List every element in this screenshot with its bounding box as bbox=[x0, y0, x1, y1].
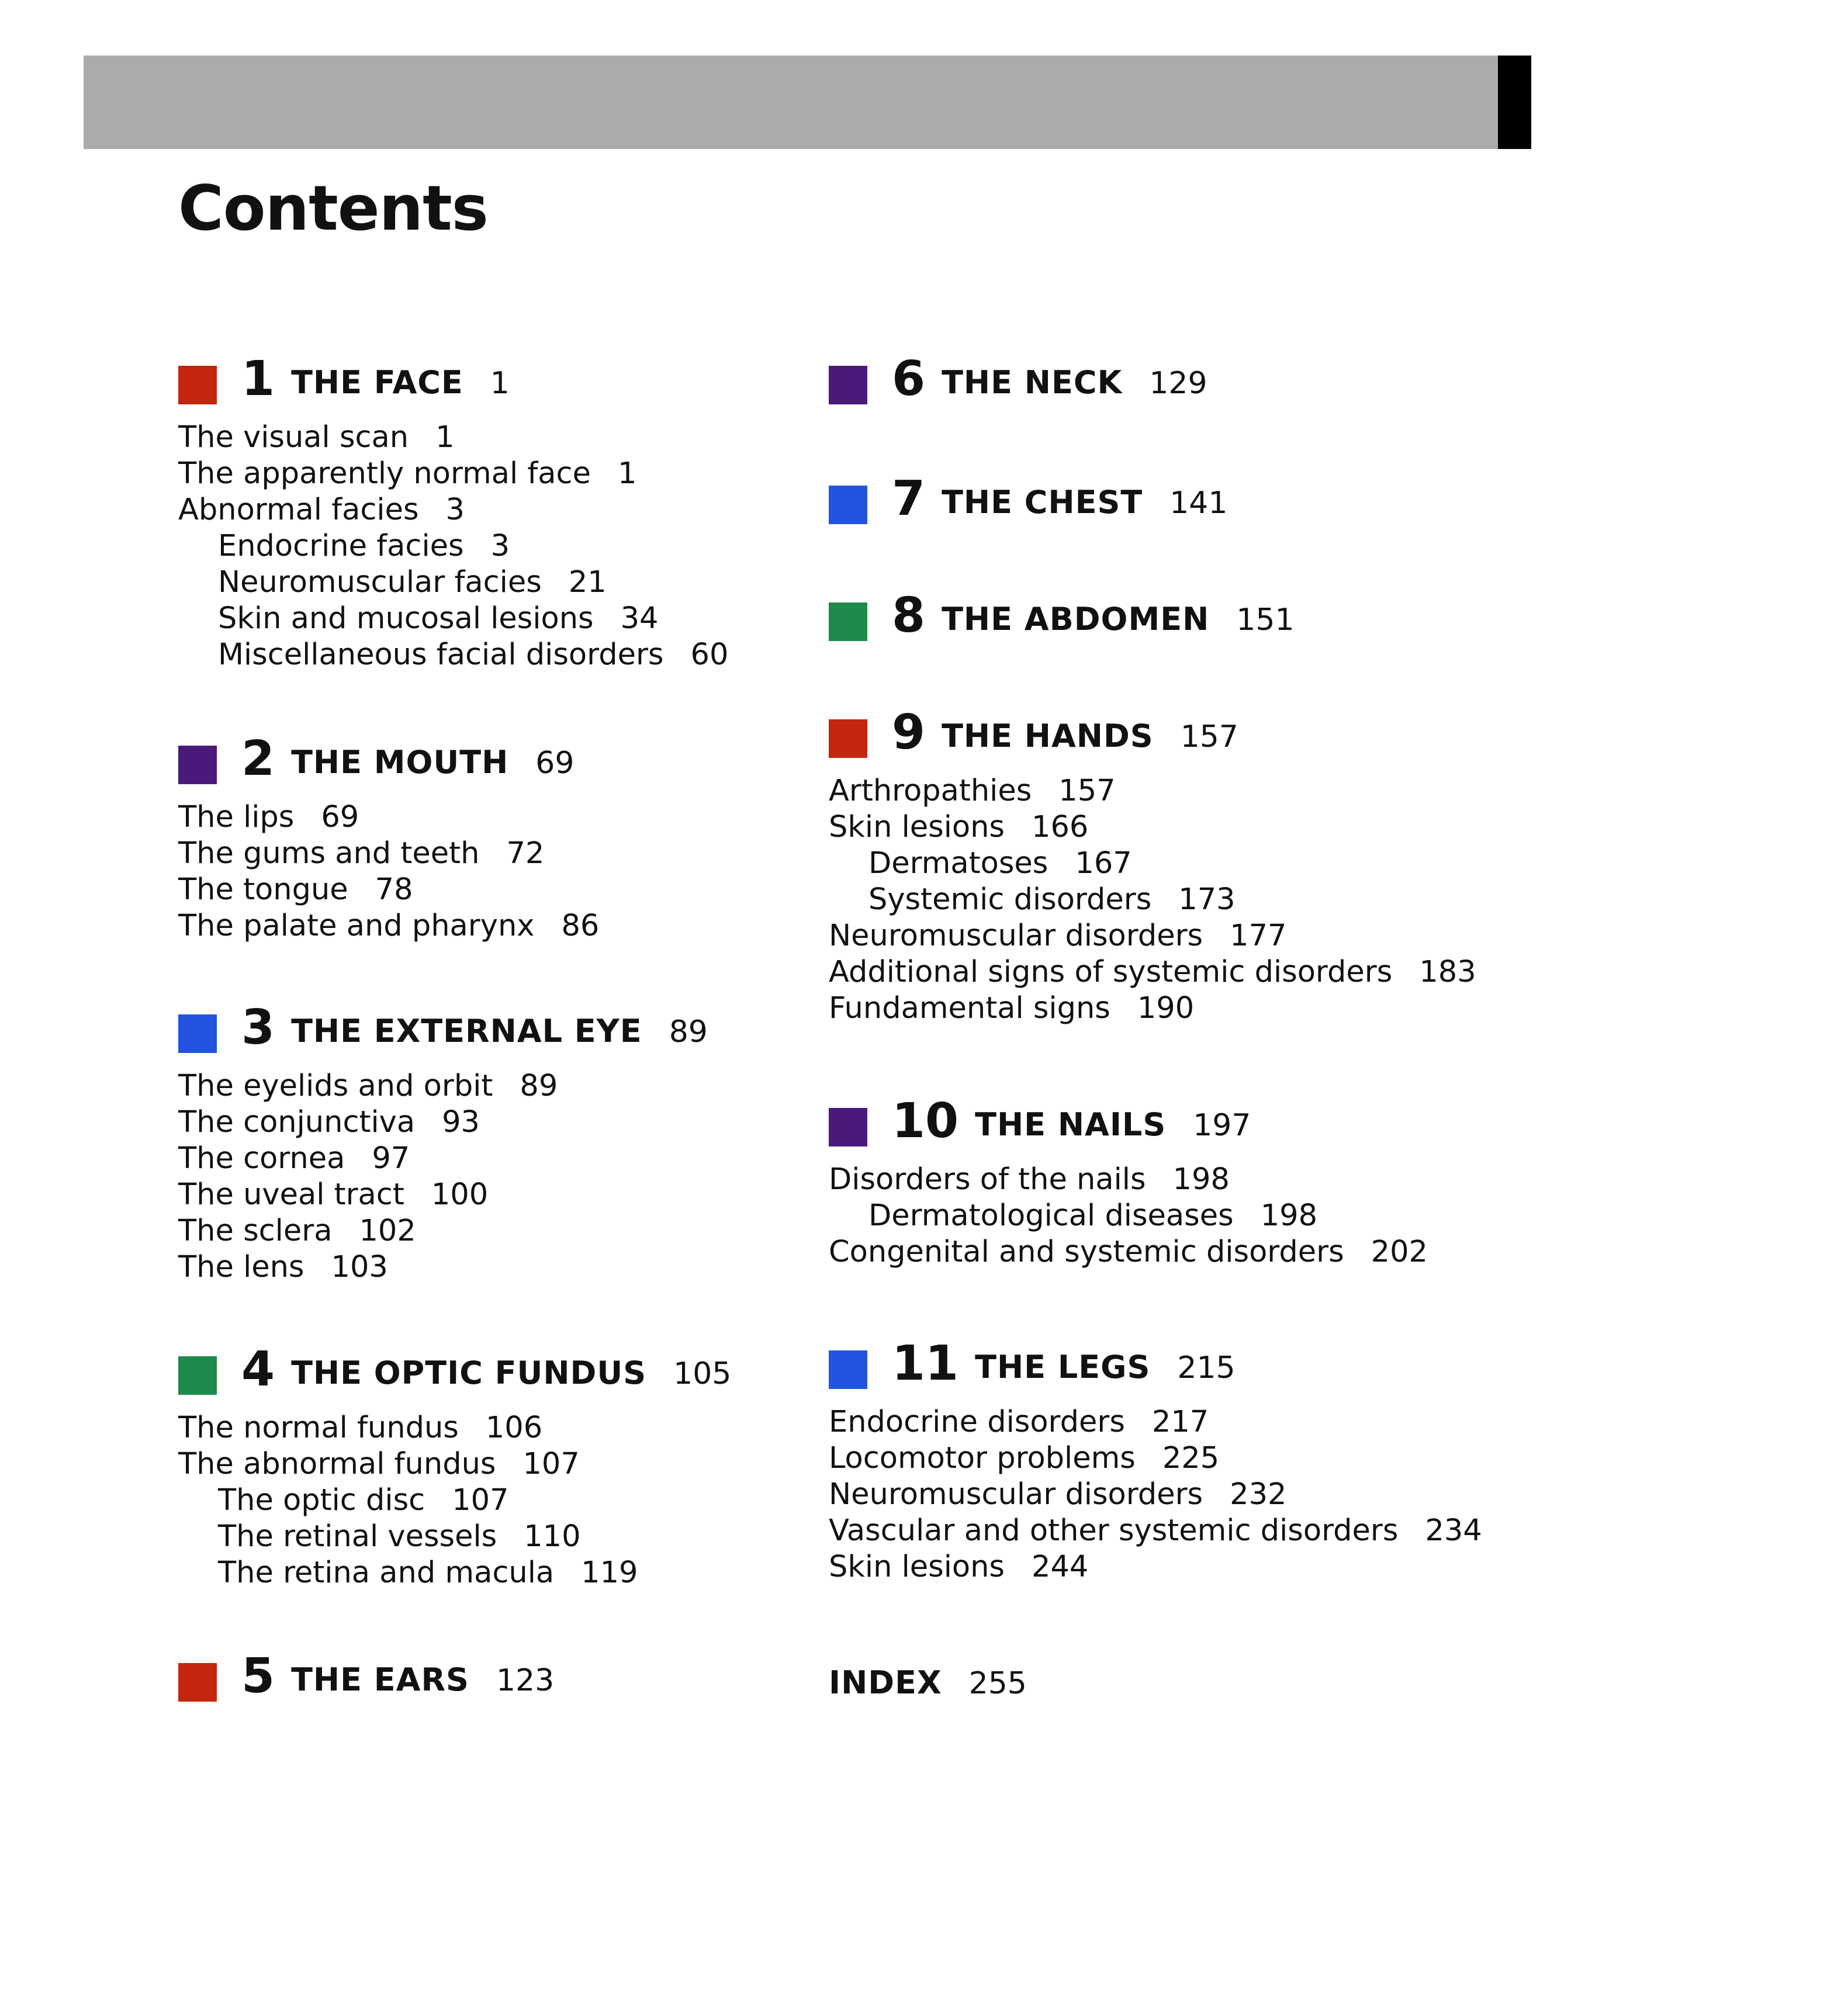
chapter-entries bbox=[829, 773, 1476, 1027]
entry-page-number: 3 bbox=[445, 493, 465, 527]
entry-page-number: 21 bbox=[568, 565, 607, 600]
header-band bbox=[84, 56, 1498, 149]
toc-entry[interactable] bbox=[178, 1482, 638, 1519]
entry-text: The tongue bbox=[178, 872, 348, 907]
toc-entry[interactable] bbox=[178, 492, 728, 528]
entry-page-number: 119 bbox=[581, 1556, 638, 1590]
entry-page-number: 1 bbox=[617, 456, 637, 491]
entry-text: Endocrine disorders bbox=[829, 1405, 1125, 1439]
chapter-number: 10 bbox=[892, 1093, 959, 1149]
toc-entry[interactable] bbox=[178, 456, 728, 492]
entry-text: The lens bbox=[178, 1250, 304, 1284]
index-label: INDEX bbox=[829, 1664, 942, 1701]
chapter-3[interactable] bbox=[178, 1000, 708, 1286]
toc-entry[interactable] bbox=[829, 1198, 1428, 1234]
chapter-page-number: 151 bbox=[1236, 602, 1295, 638]
chapter-title: THE FACE bbox=[291, 364, 463, 401]
toc-entry[interactable] bbox=[178, 601, 728, 637]
entry-text: Vascular and other systemic disorders bbox=[829, 1513, 1399, 1548]
index-page-number: 255 bbox=[968, 1666, 1027, 1701]
toc-entry[interactable] bbox=[178, 528, 728, 564]
entry-text: Fundamental signs bbox=[829, 991, 1110, 1026]
chapter-color-swatch bbox=[178, 746, 217, 784]
toc-entry[interactable] bbox=[178, 1519, 638, 1555]
chapter-color-swatch bbox=[178, 1663, 217, 1702]
toc-entry[interactable] bbox=[829, 990, 1476, 1027]
entry-text: The lips bbox=[178, 800, 295, 834]
toc-entry[interactable] bbox=[829, 1234, 1428, 1270]
chapter-color-swatch bbox=[178, 366, 217, 404]
entry-text: Miscellaneous facial disorders bbox=[218, 638, 664, 672]
entry-page-number: 60 bbox=[690, 638, 729, 672]
toc-entry[interactable] bbox=[178, 420, 728, 456]
entry-text: Skin and mucosal lesions bbox=[218, 601, 594, 636]
entry-text: Dermatological diseases bbox=[868, 1198, 1234, 1233]
entry-page-number: 34 bbox=[620, 601, 659, 636]
entry-text: The visual scan bbox=[178, 420, 409, 455]
chapter-heading bbox=[178, 1342, 732, 1403]
chapter-title: THE OPTIC FUNDUS bbox=[291, 1355, 647, 1391]
chapter-title: THE ABDOMEN bbox=[942, 601, 1210, 638]
entry-page-number: 100 bbox=[431, 1177, 489, 1212]
chapter-title: THE NECK bbox=[942, 364, 1123, 401]
toc-entry[interactable] bbox=[829, 773, 1476, 809]
chapter-page-number: 129 bbox=[1149, 366, 1207, 401]
toc-entry[interactable] bbox=[829, 1549, 1482, 1585]
entry-text: Locomotor problems bbox=[829, 1441, 1136, 1475]
toc-entry[interactable] bbox=[829, 1440, 1482, 1477]
chapter-color-swatch bbox=[178, 1014, 217, 1053]
toc-entry[interactable] bbox=[178, 1410, 638, 1446]
chapter-2[interactable] bbox=[178, 731, 600, 944]
chapter-page-number: 123 bbox=[496, 1663, 555, 1698]
chapter-entries bbox=[178, 420, 728, 673]
chapter-color-swatch bbox=[829, 486, 867, 524]
chapter-color-swatch bbox=[829, 602, 867, 641]
entry-text: The uveal tract bbox=[178, 1177, 404, 1212]
entry-page-number: 3 bbox=[490, 529, 510, 563]
chapter-number: 2 bbox=[241, 731, 275, 787]
entry-text: The retina and macula bbox=[218, 1556, 555, 1590]
entry-page-number: 217 bbox=[1151, 1405, 1209, 1439]
chapter-title: THE EXTERNAL EYE bbox=[291, 1013, 642, 1049]
header-band-tab bbox=[1498, 56, 1531, 149]
chapter-number: 3 bbox=[241, 1000, 275, 1055]
entry-page-number: 86 bbox=[561, 909, 600, 943]
toc-entry[interactable] bbox=[829, 1477, 1482, 1513]
toc-entry[interactable] bbox=[829, 809, 1476, 846]
chapter-entries bbox=[829, 1404, 1482, 1585]
entry-page-number: 89 bbox=[520, 1069, 558, 1103]
toc-entry[interactable] bbox=[178, 1141, 558, 1177]
chapter-heading bbox=[829, 1093, 1428, 1155]
chapter-entries bbox=[829, 1162, 1428, 1270]
index-entry[interactable] bbox=[829, 1664, 1027, 1701]
entry-page-number: 244 bbox=[1032, 1550, 1089, 1584]
entry-page-number: 72 bbox=[506, 836, 545, 871]
entry-page-number: 232 bbox=[1230, 1477, 1287, 1512]
entry-page-number: 166 bbox=[1032, 810, 1089, 844]
entry-text: Endocrine facies bbox=[218, 529, 464, 563]
toc-entry[interactable] bbox=[178, 1555, 638, 1591]
chapter-entries bbox=[178, 799, 599, 944]
chapter-page-number: 69 bbox=[535, 746, 575, 781]
toc-entry[interactable] bbox=[178, 1068, 558, 1104]
chapter-page-number: 89 bbox=[669, 1014, 708, 1049]
toc-entry[interactable] bbox=[178, 1213, 558, 1249]
entry-text: Skin lesions bbox=[829, 810, 1005, 844]
chapter-title: THE CHEST bbox=[942, 484, 1143, 521]
entry-text: Neuromuscular disorders bbox=[829, 919, 1203, 953]
chapter-heading bbox=[829, 1336, 1482, 1397]
chapter-title: THE EARS bbox=[291, 1661, 469, 1698]
entry-text: The palate and pharynx bbox=[178, 909, 535, 943]
entry-text: Disorders of the nails bbox=[829, 1162, 1146, 1197]
chapter-heading bbox=[829, 705, 1476, 766]
entry-page-number: 78 bbox=[375, 872, 413, 907]
entry-page-number: 107 bbox=[452, 1483, 509, 1518]
chapter-number: 4 bbox=[241, 1342, 275, 1397]
chapter-page-number: 1 bbox=[490, 366, 510, 401]
chapter-heading bbox=[178, 1000, 708, 1061]
entry-page-number: 198 bbox=[1172, 1162, 1230, 1197]
chapter-number: 11 bbox=[892, 1336, 959, 1391]
chapter-heading bbox=[178, 731, 599, 792]
chapter-title: THE LEGS bbox=[975, 1349, 1151, 1385]
entry-page-number: 103 bbox=[331, 1250, 388, 1284]
chapter-entries bbox=[178, 1068, 558, 1286]
entry-page-number: 102 bbox=[359, 1214, 416, 1248]
entry-page-number: 106 bbox=[485, 1411, 543, 1445]
entry-text: The optic disc bbox=[218, 1483, 425, 1518]
entry-page-number: 93 bbox=[442, 1105, 480, 1139]
toc-entry[interactable] bbox=[829, 846, 1476, 882]
entry-page-number: 183 bbox=[1419, 955, 1476, 989]
toc-entry[interactable] bbox=[178, 1104, 558, 1141]
chapter-number: 7 bbox=[892, 471, 926, 526]
entry-text: Dermatoses bbox=[868, 846, 1048, 881]
chapter-4[interactable] bbox=[178, 1342, 732, 1591]
entry-text: The normal fundus bbox=[178, 1411, 459, 1445]
toc-entry[interactable] bbox=[178, 637, 728, 673]
entry-text: The abnormal fundus bbox=[178, 1447, 496, 1481]
chapter-color-swatch bbox=[178, 1356, 217, 1395]
entry-text: The retinal vessels bbox=[218, 1519, 497, 1554]
chapter-11[interactable] bbox=[829, 1336, 1482, 1585]
entry-text: Neuromuscular disorders bbox=[829, 1477, 1203, 1512]
page-title: Contents bbox=[178, 172, 488, 244]
entry-text: Systemic disorders bbox=[868, 882, 1152, 917]
entry-text: Congenital and systemic disorders bbox=[829, 1235, 1344, 1269]
entry-text: Additional signs of systemic disorders bbox=[829, 955, 1393, 989]
chapter-page-number: 105 bbox=[673, 1356, 732, 1391]
chapter-title: THE HANDS bbox=[942, 718, 1154, 754]
toc-entry[interactable] bbox=[178, 1249, 558, 1286]
entry-page-number: 173 bbox=[1178, 882, 1236, 917]
chapter-title: THE NAILS bbox=[975, 1106, 1167, 1143]
chapter-1[interactable] bbox=[178, 351, 729, 673]
chapter-page-number: 197 bbox=[1193, 1108, 1251, 1143]
toc-entry[interactable] bbox=[178, 836, 599, 872]
chapter-color-swatch bbox=[829, 366, 867, 404]
entry-text: Neuromuscular facies bbox=[218, 565, 542, 600]
chapter-entries bbox=[178, 1410, 638, 1591]
chapter-title: THE MOUTH bbox=[291, 744, 509, 781]
toc-entry[interactable] bbox=[829, 1162, 1428, 1198]
entry-text: Skin lesions bbox=[829, 1550, 1005, 1584]
toc-entry[interactable] bbox=[829, 954, 1476, 990]
chapter-color-swatch bbox=[829, 1350, 867, 1389]
chapter-page-number: 141 bbox=[1169, 486, 1228, 521]
chapter-number: 9 bbox=[892, 705, 926, 760]
entry-text: The sclera bbox=[178, 1214, 333, 1248]
toc-entry[interactable] bbox=[178, 1446, 638, 1482]
entry-page-number: 202 bbox=[1371, 1235, 1428, 1269]
entry-page-number: 234 bbox=[1425, 1513, 1482, 1548]
entry-page-number: 69 bbox=[321, 800, 359, 834]
chapter-heading bbox=[178, 351, 728, 413]
chapter-page-number: 215 bbox=[1177, 1350, 1236, 1385]
entry-text: Abnormal facies bbox=[178, 493, 419, 527]
chapter-9[interactable] bbox=[829, 705, 1476, 1027]
entry-text: The apparently normal face bbox=[178, 456, 591, 491]
chapter-10[interactable] bbox=[829, 1093, 1428, 1270]
entry-text: The cornea bbox=[178, 1141, 345, 1176]
entry-text: The eyelids and orbit bbox=[178, 1069, 493, 1103]
toc-entry[interactable] bbox=[178, 799, 599, 836]
entry-page-number: 177 bbox=[1230, 919, 1287, 953]
entry-page-number: 190 bbox=[1137, 991, 1195, 1026]
chapter-number: 5 bbox=[241, 1648, 275, 1704]
entry-text: The gums and teeth bbox=[178, 836, 480, 871]
chapter-page-number: 157 bbox=[1180, 719, 1238, 754]
toc-entry[interactable] bbox=[829, 882, 1476, 918]
toc-entry[interactable] bbox=[178, 564, 728, 601]
toc-entry[interactable] bbox=[829, 1513, 1482, 1549]
chapter-color-swatch bbox=[829, 719, 867, 758]
entry-page-number: 1 bbox=[435, 420, 455, 455]
entry-page-number: 97 bbox=[372, 1141, 410, 1176]
chapter-number: 1 bbox=[241, 351, 275, 407]
toc-entry[interactable] bbox=[829, 918, 1476, 954]
entry-text: The conjunctiva bbox=[178, 1105, 416, 1139]
entry-page-number: 110 bbox=[524, 1519, 581, 1554]
toc-entry[interactable] bbox=[178, 908, 599, 944]
entry-page-number: 198 bbox=[1260, 1198, 1318, 1233]
chapter-color-swatch bbox=[829, 1108, 867, 1146]
chapter-number: 8 bbox=[892, 588, 926, 643]
entry-page-number: 225 bbox=[1162, 1441, 1220, 1475]
toc-entry[interactable] bbox=[829, 1404, 1482, 1440]
entry-text: Arthropathies bbox=[829, 774, 1032, 808]
entry-page-number: 157 bbox=[1058, 774, 1116, 808]
chapter-number: 6 bbox=[892, 351, 926, 407]
entry-page-number: 107 bbox=[522, 1447, 580, 1481]
toc-entry[interactable] bbox=[178, 872, 599, 908]
entry-page-number: 167 bbox=[1075, 846, 1132, 881]
toc-entry[interactable] bbox=[178, 1177, 558, 1213]
